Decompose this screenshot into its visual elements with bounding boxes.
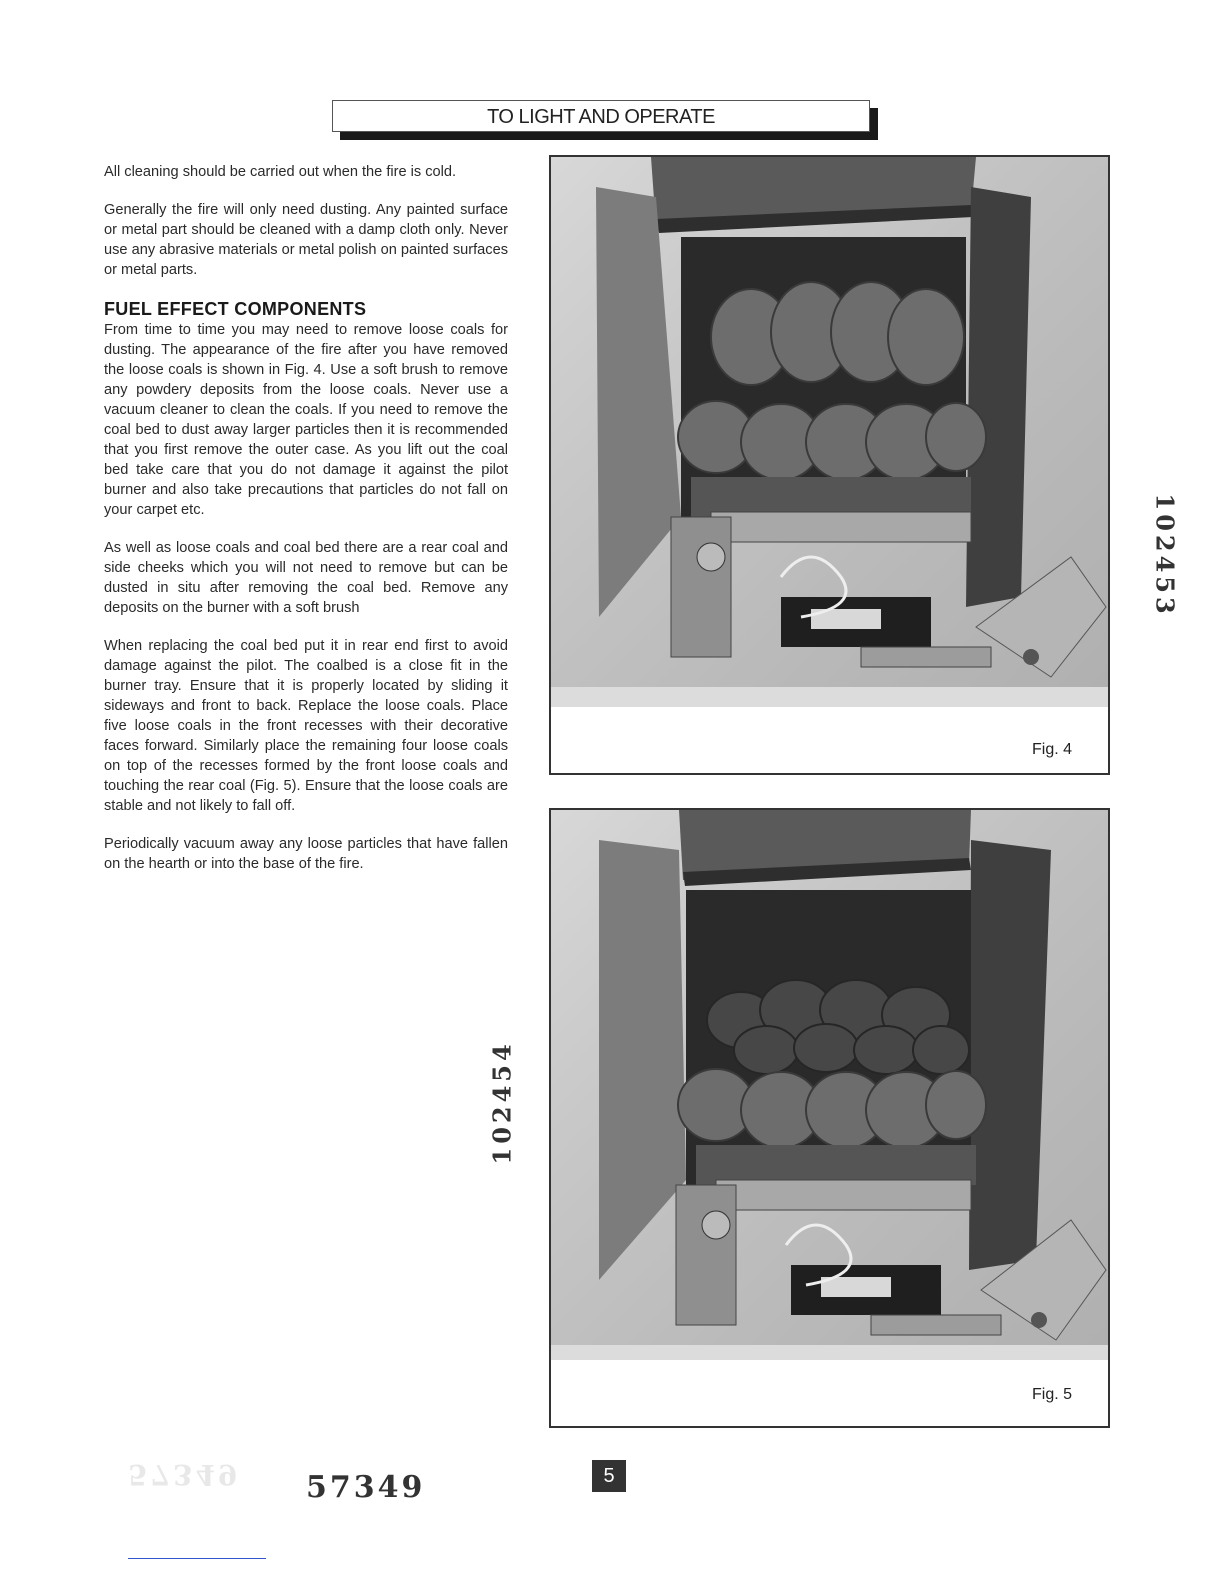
serial-stamp-right: 102453 — [1150, 493, 1180, 618]
paragraph-loose-coals: From time to time you may need to remove loose coals for dusting. The appearance of the fire after you have removed the loose coals is shown in Fig. 4. Use a soft brush to remove any powdery deposits from the loose coals. Never use a vacuum cleaner to clean the coals. If you need to remove the coal bed to dust away larger particles then it is recommended that you first remove the outer case. As you lift out the coal bed take care that you do not damage it against the pilot burner and also take precautions that particles do not fall on your carpet etc. — [104, 322, 508, 518]
serial-stamp-bottom: 57349 — [306, 1470, 426, 1505]
serial-stamp-ghost: 57349 — [128, 1458, 241, 1491]
fire-photo-fig4 — [551, 157, 1108, 773]
page-number: 5 — [592, 1460, 626, 1492]
serial-stamp-middle: 102454 — [487, 1040, 517, 1165]
figure-4-label: Fig. 4 — [1031, 741, 1072, 758]
fire-photo-fig5 — [551, 810, 1108, 1426]
figure-4 — [549, 155, 1110, 775]
figure-5 — [549, 808, 1110, 1428]
paragraph-vacuum: Periodically vacuum away any loose particles that have fallen on the hearth or into the base of the fire. — [104, 836, 508, 872]
section-heading-fuel-effect: FUEL EFFECT COMPONENTS — [104, 299, 367, 319]
section-title: TO LIGHT AND OPERATE — [332, 100, 870, 132]
paragraph-replacing-coal-bed: When replacing the coal bed put it in rear end first to avoid damage against the pilot. The coalbed is a close fit in the burner tray. Ensure that it is properly located by sliding it sideways and front to back. Replace the loose coals. Place five loose coals in the front recesses with their decorative faces forward. Similarly place the remaining four loose coals on top of the recesses formed by the front loose coals and touching the rear coal (Fig. 5). Ensure that the loose coals are stable and not likely to fall off. — [104, 638, 508, 814]
paragraph-cleaning-intro: All cleaning should be carried out when the fire is cold. — [104, 164, 457, 180]
section-header — [332, 100, 878, 140]
paragraph-dusting: Generally the fire will only need dusting. Any painted surface or metal part should be cleaned with a damp cloth only. Never use any abrasive materials or metal polish on painted surfaces or metal parts. — [104, 202, 508, 278]
figure-5-label: Fig. 5 — [1031, 1386, 1072, 1403]
bottom-rule — [128, 1558, 266, 1559]
paragraph-rear-coal: As well as loose coals and coal bed there are a rear coal and side cheeks which you will not need to remove but can be dusted in situ after removing the coal bed. Remove any deposits on the burner with a soft brush — [104, 540, 508, 616]
body-text-column — [104, 162, 508, 892]
